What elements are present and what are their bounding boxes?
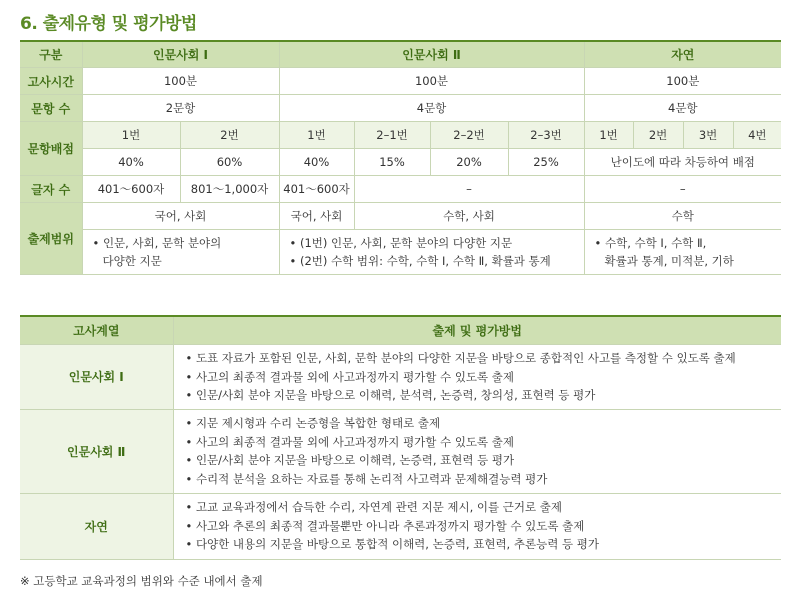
list-item: • 인문/사회 분야 지문을 바탕으로 이해력, 논증력, 표현력 등 평가 (185, 453, 515, 467)
question-number: 1번 (279, 122, 354, 149)
footnote: ※ 고등학교 교육과정의 범위와 수준 내에서 출제 (20, 574, 263, 588)
points-value: 15% (354, 149, 430, 176)
header-exam-track: 고사계열 (20, 316, 173, 345)
header-humanities-1: 인문사회 Ⅰ (82, 41, 279, 68)
question-number: 2번 (180, 122, 279, 149)
chars-value: – (354, 176, 584, 203)
scope-detail-line: • 인문, 사회, 문학 분야의 (92, 236, 222, 250)
time-value: 100분 (82, 68, 279, 95)
scope-subject: 국어, 사회 (279, 203, 354, 230)
row-label-time: 고사시간 (20, 68, 82, 95)
list-item: • 사고의 최종적 결과물 외에 사고과정까지 평가할 수 있도록 출제 (185, 434, 515, 449)
scope-detail (279, 230, 584, 275)
evaluation-method-table (20, 315, 781, 560)
chars-value: – (584, 176, 781, 203)
question-number: 3번 (683, 122, 733, 149)
list-item: • 도표 자료가 포함된 인문, 사회, 문학 분야의 다양한 지문을 바탕으로 종합적인 사고를 측정할 수 있도록 출제 (185, 351, 736, 365)
question-number: 1번 (82, 122, 180, 149)
chars-value: 401～600자 (279, 176, 354, 203)
track-description (173, 409, 781, 493)
row-label-chars: 글자 수 (20, 176, 82, 203)
scope-subject: 수학, 사회 (354, 203, 584, 230)
list-item: • 수리적 분석을 요하는 자료를 통해 논리적 사고력과 문제해결능력 평가 (185, 471, 548, 486)
list-item: • 고교 교육과정에서 습득한 수리, 자연계 관련 지문 제시, 이를 근거로 출제 (185, 500, 562, 515)
points-value: 40% (82, 149, 180, 176)
scope-detail-line: 확률과 통계, 미적분, 기하 (604, 254, 734, 268)
scope-detail (82, 230, 279, 275)
count-value: 2문항 (82, 95, 279, 122)
list-item: • 인문/사회 분야 지문을 바탕으로 이해력, 분석력, 논증력, 창의성, 표현력 등 평가 (185, 388, 596, 402)
points-value-nature: 난이도에 따라 차등하여 배점 (584, 149, 781, 176)
track-description (173, 345, 781, 410)
question-number: 2번 (633, 122, 683, 149)
header-category: 구분 (20, 41, 82, 68)
count-value: 4문항 (584, 95, 781, 122)
header-nature: 자연 (584, 41, 781, 68)
section-title: 6. 출제유형 및 평가방법 (20, 14, 197, 34)
track-description (173, 493, 781, 559)
question-number: 2–3번 (508, 122, 584, 149)
scope-detail-line: • (2번) 수학 범위: 수학, 수학 Ⅰ, 수학 Ⅱ, 확률과 통계 (289, 254, 551, 268)
list-item: • 사고와 추론의 최종적 결과물뿐만 아니라 추론과정까지 평가할 수 있도록 출제 (185, 518, 585, 533)
time-value: 100분 (279, 68, 584, 95)
points-value: 40% (279, 149, 354, 176)
question-number: 4번 (733, 122, 781, 149)
list-item: • 사고의 최종적 결과물 외에 사고과정까지 평가할 수 있도록 출제 (185, 369, 515, 384)
chars-value: 401～600자 (82, 176, 180, 203)
scope-detail-line: 다양한 지문 (102, 254, 162, 268)
row-label-count: 문항 수 (20, 95, 82, 122)
row-label-points: 문항배점 (20, 122, 82, 176)
list-item: • 다양한 내용의 지문을 바탕으로 통합적 이해력, 논증력, 표현력, 추론능력 등 평가 (185, 537, 599, 552)
count-value: 4문항 (279, 95, 584, 122)
track-name: 인문사회 Ⅱ (20, 409, 173, 493)
track-name: 자연 (20, 493, 173, 559)
scope-subject: 국어, 사회 (82, 203, 279, 230)
points-value: 25% (508, 149, 584, 176)
list-item: • 지문 제시형과 수리 논증형을 복합한 형태로 출제 (185, 416, 441, 430)
scope-detail (584, 230, 781, 275)
points-value: 20% (430, 149, 508, 176)
time-value: 100분 (584, 68, 781, 95)
track-name: 인문사회 Ⅰ (20, 345, 173, 410)
exam-overview-table (20, 40, 781, 275)
question-number: 2–2번 (430, 122, 508, 149)
question-number: 1번 (584, 122, 633, 149)
scope-detail-line: • 수학, 수학 Ⅰ, 수학 Ⅱ, (594, 236, 707, 250)
question-number: 2–1번 (354, 122, 430, 149)
scope-detail-line: • (1번) 인문, 사회, 문학 분야의 다양한 지문 (289, 236, 513, 250)
row-label-scope: 출제범위 (20, 203, 82, 275)
header-evaluation-method: 출제 및 평가방법 (173, 316, 781, 345)
chars-value: 801～1,000자 (180, 176, 279, 203)
header-humanities-2: 인문사회 Ⅱ (279, 41, 584, 68)
points-value: 60% (180, 149, 279, 176)
scope-subject: 수학 (584, 203, 781, 230)
